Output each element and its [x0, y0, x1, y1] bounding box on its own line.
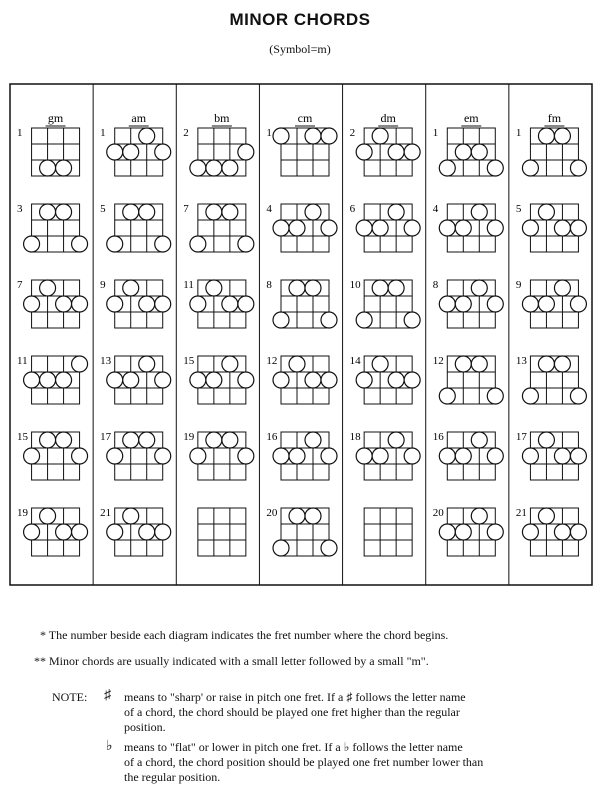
sharp-explanation-line-3: position.	[124, 720, 166, 734]
finger-dot	[487, 524, 503, 540]
finger-dot	[155, 296, 171, 312]
finger-dot	[522, 160, 538, 176]
fret-number: 5	[515, 203, 522, 215]
finger-dot	[404, 220, 420, 236]
finger-dot	[289, 356, 305, 372]
finger-dot	[404, 372, 420, 388]
fret-number: 1	[515, 127, 522, 139]
finger-dot	[455, 524, 471, 540]
fret-number: 1	[17, 127, 23, 139]
finger-dot	[56, 524, 72, 540]
finger-dot	[487, 160, 503, 176]
fret-number: 15	[17, 431, 28, 443]
finger-dot	[554, 128, 570, 144]
finger-dot	[72, 296, 88, 312]
finger-dot	[190, 372, 206, 388]
finger-dot	[570, 388, 586, 404]
finger-dot	[273, 540, 289, 556]
finger-dot	[439, 220, 455, 236]
finger-dot	[356, 312, 372, 328]
finger-dot	[139, 524, 155, 540]
fret-number: 13	[515, 355, 527, 367]
finger-dot	[155, 448, 171, 464]
fret-number: 1	[100, 127, 106, 139]
fret-number: 3	[17, 203, 23, 215]
fret-number: 20	[266, 507, 278, 519]
finger-dot	[372, 448, 388, 464]
finger-dot	[72, 524, 88, 540]
finger-dot	[238, 236, 254, 252]
finger-dot	[471, 280, 487, 296]
finger-dot	[24, 296, 40, 312]
fret-number: 7	[183, 203, 189, 215]
finger-dot	[305, 508, 321, 524]
finger-dot	[238, 296, 254, 312]
finger-dot	[538, 296, 554, 312]
finger-dot	[273, 312, 289, 328]
finger-dot	[139, 432, 155, 448]
sharp-explanation-line-2: of a chord, the chord should be played one fret higher than the regular	[124, 705, 460, 719]
finger-dot	[356, 144, 372, 160]
finger-dot	[439, 296, 455, 312]
finger-dot	[522, 524, 538, 540]
finger-dot	[570, 220, 586, 236]
chord-name-am: am	[131, 111, 147, 125]
finger-dot	[72, 236, 88, 252]
finger-dot	[305, 432, 321, 448]
fret-number: 10	[349, 279, 361, 291]
finger-dot	[123, 144, 139, 160]
fretboard-grid	[198, 508, 246, 556]
finger-dot	[123, 508, 139, 524]
flat-icon: ♭	[106, 739, 113, 754]
sharp-icon: ♯	[104, 688, 111, 703]
chord-name-cm: cm	[297, 111, 313, 125]
fret-number: 2	[183, 127, 189, 139]
finger-dot	[455, 144, 471, 160]
fret-number: 20	[432, 507, 444, 519]
finger-dot	[538, 128, 554, 144]
finger-dot	[538, 508, 554, 524]
finger-dot	[388, 372, 404, 388]
finger-dot	[72, 356, 88, 372]
fret-number: 15	[183, 355, 195, 367]
fret-number: 16	[432, 431, 444, 443]
finger-dot	[107, 296, 123, 312]
finger-dot	[206, 204, 222, 220]
fret-number: 14	[349, 355, 361, 367]
finger-dot	[356, 372, 372, 388]
footnote-minor-symbol: ** Minor chords are usually indicated with a small letter followed by a small "m".	[34, 654, 429, 668]
finger-dot	[554, 448, 570, 464]
fret-number: 12	[432, 355, 444, 367]
finger-dot	[522, 220, 538, 236]
finger-dot	[439, 388, 455, 404]
finger-dot	[471, 356, 487, 372]
finger-dot	[522, 448, 538, 464]
finger-dot	[305, 372, 321, 388]
finger-dot	[388, 204, 404, 220]
finger-dot	[471, 508, 487, 524]
finger-dot	[554, 524, 570, 540]
finger-dot	[289, 448, 305, 464]
fret-number: 4	[266, 203, 272, 215]
finger-dot	[40, 372, 56, 388]
finger-dot	[321, 128, 337, 144]
finger-dot	[222, 432, 238, 448]
finger-dot	[206, 372, 222, 388]
finger-dot	[471, 204, 487, 220]
finger-dot	[206, 432, 222, 448]
finger-dot	[238, 372, 254, 388]
finger-dot	[305, 280, 321, 296]
finger-dot	[404, 312, 420, 328]
finger-dot	[455, 356, 471, 372]
finger-dot	[570, 296, 586, 312]
fret-number: 9	[515, 279, 522, 291]
fret-number: 8	[432, 279, 439, 291]
finger-dot	[155, 236, 171, 252]
finger-dot	[522, 296, 538, 312]
finger-dot	[455, 296, 471, 312]
finger-dot	[40, 280, 56, 296]
finger-dot	[289, 508, 305, 524]
finger-dot	[107, 372, 123, 388]
finger-dot	[107, 448, 123, 464]
finger-dot	[155, 372, 171, 388]
flat-explanation-line-2: of a chord, the chord position should be played one fret number lower than	[124, 755, 484, 769]
chord-name-fm: fm	[547, 111, 562, 125]
finger-dot	[24, 236, 40, 252]
finger-dot	[388, 280, 404, 296]
finger-dot	[439, 524, 455, 540]
fret-number: 8	[266, 279, 272, 291]
chord-name-em: em	[463, 111, 479, 125]
finger-dot	[206, 280, 222, 296]
finger-dot	[40, 160, 56, 176]
finger-dot	[471, 144, 487, 160]
fret-number: 1	[432, 127, 439, 139]
finger-dot	[107, 524, 123, 540]
fret-number: 13	[100, 355, 112, 367]
finger-dot	[222, 356, 238, 372]
finger-dot	[487, 296, 503, 312]
fret-number: 11	[17, 355, 28, 367]
finger-dot	[190, 160, 206, 176]
finger-dot	[139, 128, 155, 144]
finger-dot	[40, 508, 56, 524]
note-label: NOTE:	[52, 690, 88, 704]
finger-dot	[273, 220, 289, 236]
finger-dot	[273, 372, 289, 388]
finger-dot	[24, 448, 40, 464]
finger-dot	[321, 448, 337, 464]
finger-dot	[538, 204, 554, 220]
fret-number: 17	[100, 431, 112, 443]
finger-dot	[123, 280, 139, 296]
finger-dot	[522, 388, 538, 404]
finger-dot	[155, 524, 171, 540]
finger-dot	[56, 296, 72, 312]
finger-dot	[155, 144, 171, 160]
finger-dot	[123, 372, 139, 388]
chord-name-gm: gm	[47, 111, 64, 125]
fret-number: 18	[349, 431, 361, 443]
fret-number: 4	[432, 203, 439, 215]
finger-dot	[404, 144, 420, 160]
finger-dot	[570, 524, 586, 540]
finger-dot	[356, 448, 372, 464]
chord-name-bm: bm	[214, 111, 230, 125]
fret-number: 19	[17, 507, 28, 519]
finger-dot	[273, 128, 289, 144]
finger-dot	[321, 372, 337, 388]
finger-dot	[554, 356, 570, 372]
finger-dot	[222, 296, 238, 312]
finger-dot	[439, 448, 455, 464]
finger-dot	[487, 448, 503, 464]
finger-dot	[107, 144, 123, 160]
finger-dot	[554, 280, 570, 296]
fret-number: 19	[183, 431, 195, 443]
finger-dot	[372, 356, 388, 372]
fret-number: 11	[183, 279, 194, 291]
page-title: MINOR CHORDS	[229, 10, 371, 29]
fret-number: 9	[100, 279, 106, 291]
finger-dot	[24, 524, 40, 540]
finger-dot	[238, 448, 254, 464]
finger-dot	[139, 296, 155, 312]
finger-dot	[305, 128, 321, 144]
finger-dot	[190, 236, 206, 252]
finger-dot	[40, 432, 56, 448]
finger-dot	[206, 160, 222, 176]
finger-dot	[487, 220, 503, 236]
flat-explanation-line-1: means to "flat" or lower in pitch one fret. If a ♭ follows the letter name	[124, 740, 463, 754]
finger-dot	[56, 372, 72, 388]
finger-dot	[372, 128, 388, 144]
fretboard-grid	[364, 508, 412, 556]
finger-dot	[56, 160, 72, 176]
finger-dot	[273, 448, 289, 464]
finger-dot	[321, 220, 337, 236]
finger-dot	[455, 448, 471, 464]
finger-dot	[289, 220, 305, 236]
fret-number: 1	[266, 127, 272, 139]
fret-number: 12	[266, 355, 278, 367]
fret-number: 17	[515, 431, 527, 443]
fret-number: 7	[17, 279, 23, 291]
footnote-fret-number: * The number beside each diagram indicates the fret number where the chord begins.	[40, 628, 449, 642]
finger-dot	[321, 312, 337, 328]
finger-dot	[222, 160, 238, 176]
finger-dot	[372, 280, 388, 296]
finger-dot	[123, 432, 139, 448]
finger-dot	[538, 356, 554, 372]
fret-number: 21	[515, 507, 527, 519]
finger-dot	[570, 160, 586, 176]
finger-dot	[471, 432, 487, 448]
fret-number: 21	[100, 507, 112, 519]
finger-dot	[238, 144, 254, 160]
finger-dot	[190, 448, 206, 464]
finger-dot	[289, 280, 305, 296]
finger-dot	[404, 448, 420, 464]
page-subtitle: (Symbol=m)	[269, 42, 331, 56]
finger-dot	[372, 220, 388, 236]
finger-dot	[56, 432, 72, 448]
finger-dot	[107, 236, 123, 252]
finger-dot	[24, 372, 40, 388]
sharp-explanation-line-1: means to "sharp' or raise in pitch one fret. If a ♯ follows the letter name	[124, 690, 466, 704]
fret-number: 6	[349, 203, 356, 215]
finger-dot	[305, 204, 321, 220]
fret-number: 2	[349, 127, 356, 139]
finger-dot	[570, 448, 586, 464]
fret-number: 16	[266, 431, 278, 443]
finger-dot	[72, 448, 88, 464]
flat-explanation-line-3: the regular position.	[124, 770, 221, 784]
finger-dot	[487, 388, 503, 404]
finger-dot	[388, 144, 404, 160]
finger-dot	[388, 432, 404, 448]
finger-dot	[139, 356, 155, 372]
finger-dot	[56, 204, 72, 220]
chord-name-dm: dm	[380, 111, 396, 125]
finger-dot	[439, 160, 455, 176]
finger-dot	[356, 220, 372, 236]
finger-dot	[321, 540, 337, 556]
finger-dot	[538, 432, 554, 448]
finger-dot	[554, 220, 570, 236]
finger-dot	[190, 296, 206, 312]
finger-dot	[139, 204, 155, 220]
finger-dot	[123, 204, 139, 220]
fret-number: 5	[100, 203, 106, 215]
finger-dot	[455, 220, 471, 236]
finger-dot	[40, 204, 56, 220]
finger-dot	[222, 204, 238, 220]
